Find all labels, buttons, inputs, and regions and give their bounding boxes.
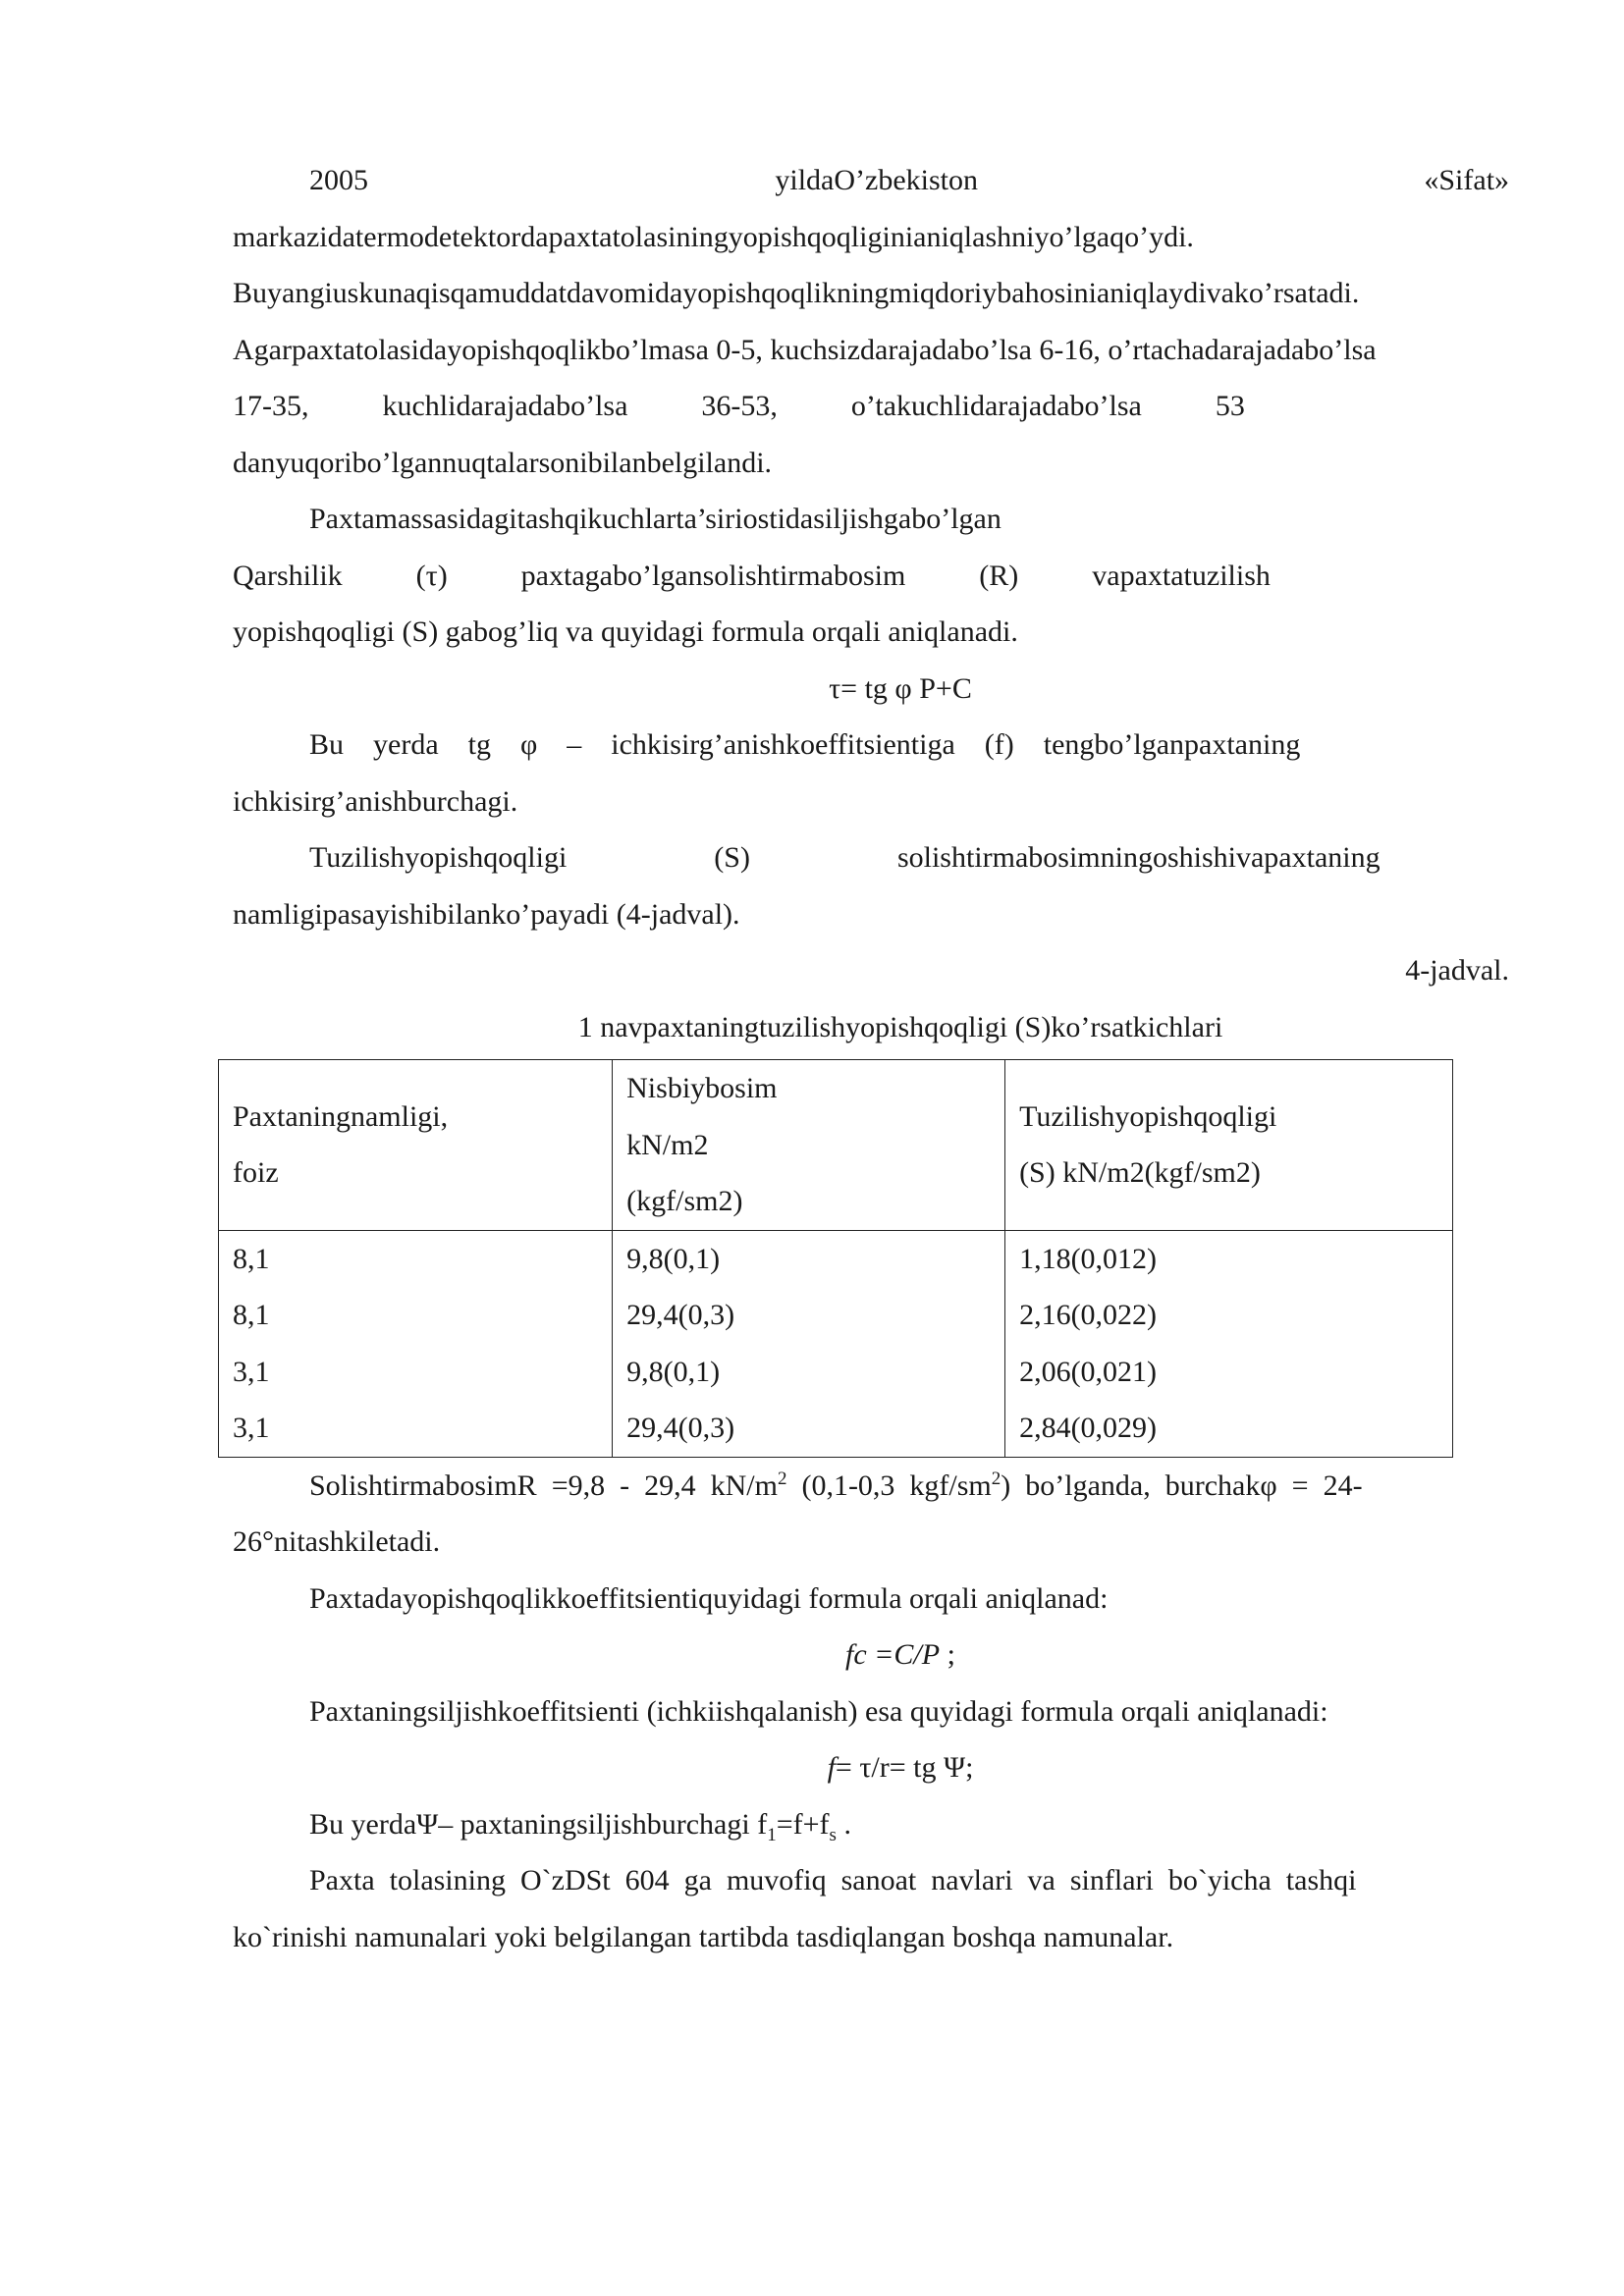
text-span: . [836,1807,851,1841]
table-cell: 9,8(0,1) [626,1355,721,1388]
text-span: (0,1-0,3 kgf/sm [786,1468,992,1502]
table-body-row [219,1230,1453,1457]
table-header-row [219,1060,1453,1231]
table-label: 4-jadval. [1405,954,1509,987]
document-page [233,152,1509,1965]
header-text: foiz [233,1156,279,1190]
text-line: Bu yerda tg φ – ichkisirg’anishkoeffitsientiga (f) tengbo’lganpaxtaning [309,728,1301,761]
superscript: 2 [777,1468,787,1489]
header-text: Nisbiybosim [626,1072,778,1104]
paragraph-pressure-angle [233,1458,1509,1571]
table-cell: 9,8(0,1) [626,1242,721,1275]
superscript: 2 [991,1468,1001,1489]
text-line: Paxtamassasidagitashqikuchlarta’siriostidasiljishgabo’lgan [309,503,1001,535]
text-span: «Sifat» [1424,164,1510,196]
paragraph-shear-angle [233,1796,1509,1853]
formula-expr: fc =C/P [845,1638,941,1671]
data-table [218,1059,1453,1458]
header-text: (S) kN/m2(kgf/sm2) [1019,1156,1261,1190]
text-line: Buyangiuskunaqisqamuddatdavomidayopishqoqlikningmiqdoriybahosinianiqlaydivako’rsatadi. [233,277,1360,309]
text-span: ; [940,1638,955,1671]
text-line: Agarpaxtatolasidayopishqoqlikbo’lmasa 0-5, kuchsizdarajadabo’lsa 6-16, o’rtachadarajadabo’lsa [233,333,1377,366]
text-line: markazidatermodetektordapaxtatolasiningyopishqoqliginianiqlashniyo’lgaqo’ydi. [233,220,1194,253]
header-pressure [613,1060,1005,1231]
paragraph-friction: Paxtaningsiljishkoeffitsienti (ichkiishqalanish) esa quyidagi formula orqali aniqlanadi: [309,1694,1328,1728]
text-line [233,1458,1509,1515]
table-cell: 2,16(0,022) [1019,1299,1158,1331]
table-cell: 8,1 [233,1242,270,1275]
text-line: ichkisirg’anishburchagi. [233,784,518,818]
subscript: s [829,1824,837,1845]
table-cell: 3,1 [233,1355,270,1388]
column-moisture [219,1230,613,1457]
formula-fc [233,1627,1509,1683]
paragraph-sifat [233,152,1509,491]
text-line: Tuzilishyopishqoqligi (S) solishtirmabosimningoshishivapaxtaning [309,841,1380,874]
text-line: 17-35, kuchlidarajadabo’lsa 36-53, o’takuchlidarajadabo’lsa 53 [233,390,1245,422]
header-moisture [219,1060,613,1231]
text-line: danyuqoribo’lgannuqtalarsonibilanbelgilandi. [233,446,773,479]
text-span: = τ/r= tg Ψ; [835,1751,974,1784]
table-caption: 1 navpaxtaningtuzilishyopishqoqligi (S)ko’rsatkichlari [577,1010,1223,1043]
paragraph-tg-phi [233,717,1509,829]
column-viscosity [1005,1230,1453,1457]
text-line: namligipasayishibilanko’payadi (4-jadval). [233,897,740,931]
column-pressure [613,1230,1005,1457]
text-span: =f+f [776,1807,830,1841]
text-line: ko`rinishi namunalari yoki belgilangan tartibda tasdiqlangan boshqa namunalar. [233,1920,1174,1953]
text-line: Paxta tolasining O`zDSt 604 ga muvofiq sanoat navlari va sinflari bo`yicha tashqi [309,1864,1357,1896]
header-viscosity [1005,1060,1453,1231]
text-span: 2005 [309,164,368,196]
paragraph-standard [233,1852,1509,1965]
text-span: ) bo’lganda, burchakφ = 24- [1001,1468,1363,1502]
table-cell: 2,06(0,021) [1019,1355,1158,1388]
paragraph-adhesion: Paxtadayopishqoqlikkoeffitsientiquyidagi formula orqali aniqlanad: [309,1581,1109,1615]
header-text: kN/m2 [626,1128,709,1161]
text-line [233,152,1509,209]
text-span: Bu yerdaΨ– paxtaningsiljishburchagi f [309,1807,768,1841]
paragraph-resistance [233,491,1509,661]
formula-tau: τ= tg φ P+C [829,671,972,705]
text-line: yopishqoqligi (S) gabog’liq va quyidagi formula orqali aniqlanadi. [233,615,1018,648]
table-cell: 29,4(0,3) [626,1299,735,1331]
table-cell: 1,18(0,012) [1019,1242,1158,1275]
subscript: 1 [767,1824,777,1845]
header-text: Tuzilishyopishqoqligi [1019,1099,1277,1133]
formula-expr: f [827,1751,836,1784]
table-cell: 3,1 [233,1412,270,1444]
table-cell: 2,84(0,029) [1019,1412,1158,1444]
text-line: 26°nitashkiletadi. [233,1525,441,1558]
table-cell: 29,4(0,3) [626,1412,735,1444]
paragraph-viscosity [233,829,1509,942]
text-span: yildaO’zbekiston [775,164,978,196]
table-cell: 8,1 [233,1299,270,1331]
formula-f [233,1739,1509,1796]
header-text: Paxtaningnamligi, [233,1099,449,1133]
header-text: (kgf/sm2) [626,1185,743,1217]
text-line: Qarshilik (τ) paxtagabo’lgansolishtirmabosim (R) vapaxtatuzilish [233,559,1271,592]
text-span: SolishtirmabosimR =9,8 - 29,4 kN/m [309,1468,778,1502]
